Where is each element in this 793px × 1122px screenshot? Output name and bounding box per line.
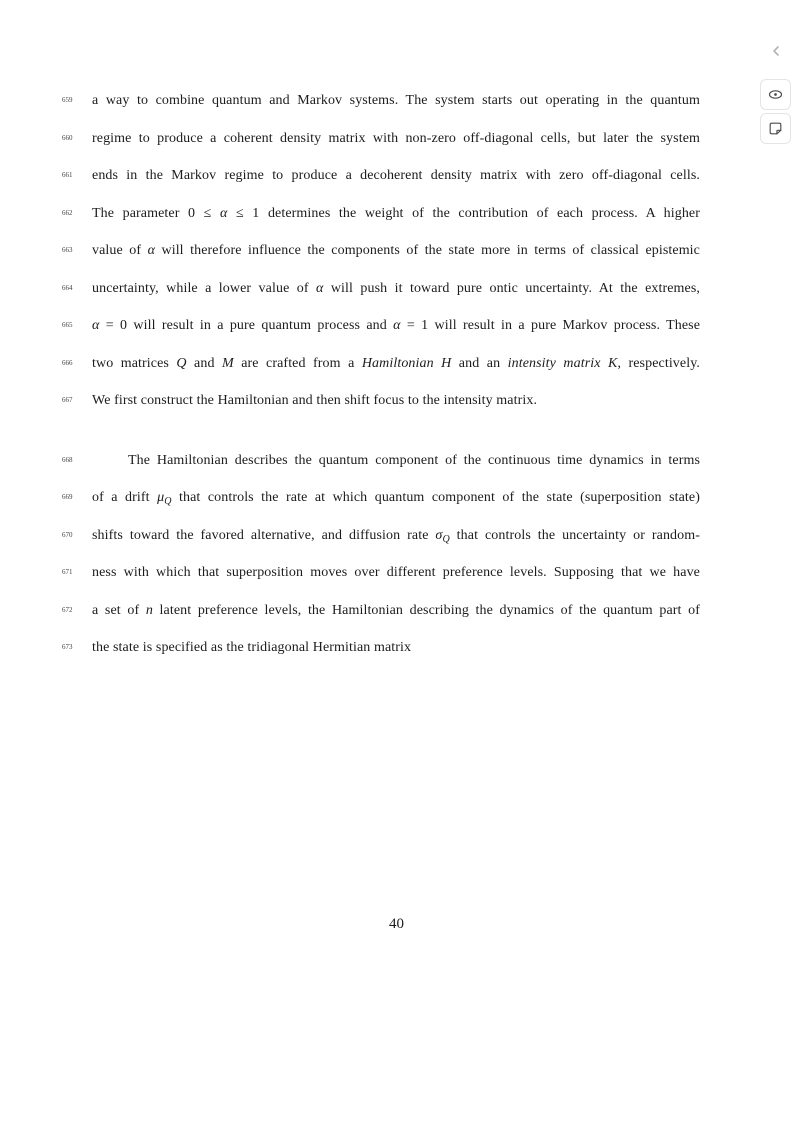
line-number: 660 [62, 133, 73, 142]
line-number: 665 [62, 321, 73, 329]
text-segment: shifts toward the favored alternative, and diffusion rate [92, 527, 436, 543]
chevron-left-icon[interactable] [766, 41, 786, 61]
math-italic: Hamiltonian H [361, 355, 452, 371]
text-segment: latent preference levels, the Hamiltonian describing the dynamics of the quantum part of [152, 602, 700, 618]
text-segment: a way to combine quantum and Markov systems. The system starts out operating in the quantum [92, 93, 700, 108]
text-segment: that controls the uncertainty or random- [449, 527, 700, 543]
paragraph [62, 82, 701, 420]
line-number: 670 [62, 530, 73, 539]
text-line [62, 592, 700, 630]
math-italic: α [92, 318, 100, 333]
text-line [62, 629, 700, 667]
text-segment: are crafted from a [233, 355, 362, 371]
text-line [62, 307, 701, 345]
sticky-note-icon [767, 120, 784, 137]
paragraph [62, 442, 700, 667]
line-number: 667 [62, 396, 73, 404]
text-segment: , respectively. [617, 355, 700, 371]
text-segment: uncertainty, while a lower value of [92, 280, 316, 296]
text-segment: and an [451, 355, 508, 371]
text-segment: The parameter 0 ≤ [92, 205, 220, 221]
line-number: 672 [62, 605, 73, 614]
line-number: 668 [62, 455, 73, 464]
text-line [62, 120, 700, 158]
line-number: 664 [62, 283, 73, 292]
line-number: 671 [62, 568, 73, 576]
text-line [62, 157, 700, 195]
math-italic: intensity matrix K [507, 355, 618, 371]
text-line [62, 195, 700, 233]
math-italic: α [316, 280, 324, 296]
text-line [62, 232, 700, 270]
text-segment: a set of [92, 602, 146, 618]
note-button[interactable] [760, 113, 791, 144]
text-line [62, 517, 700, 555]
math-subscript: Q [442, 533, 450, 545]
math-italic: α [393, 318, 401, 333]
text-line [62, 479, 700, 517]
text-line [62, 554, 700, 592]
text-segment: ness with which that superposition moves over different preference levels. Supposing that we have [92, 565, 700, 580]
text-line [62, 382, 700, 420]
line-number: 663 [62, 246, 73, 254]
text-segment: that controls the rate at which quantum component of the state (superposition state) [171, 490, 700, 505]
math-italic: α [147, 243, 156, 258]
math-italic: M [222, 355, 234, 371]
text-segment: and [186, 355, 223, 371]
text-segment: the state is specified as the tridiagonal Hermitian matrix [92, 640, 412, 655]
text-segment: We first construct the Hamiltonian and then shift focus to the intensity matrix. [92, 393, 538, 408]
line-number: 661 [62, 171, 73, 179]
text-segment: regime to produce a coherent density matrix with non-zero off-diagonal cells, but later the system [92, 130, 700, 146]
page-number: 40 [389, 916, 404, 932]
text-segment: of a drift [92, 490, 158, 505]
text-segment: ≤ 1 determines the weight of the contribution of each process. A higher [227, 205, 700, 221]
eye-icon [767, 86, 784, 103]
math-italic: α [219, 205, 228, 221]
text-segment: value of [92, 243, 148, 258]
line-number: 666 [62, 358, 73, 367]
text-segment: = 1 will result in a pure Markov process. These [400, 318, 701, 333]
text-line [62, 82, 700, 120]
text-segment: The Hamiltonian describes the quantum component of the continuous time dynamics in terms [128, 452, 700, 468]
line-number: 673 [62, 643, 73, 651]
text-line [62, 442, 700, 480]
preview-button[interactable] [760, 79, 791, 110]
math-subscript: Q [164, 496, 172, 507]
math-italic: μ [157, 490, 165, 505]
text-segment: = 0 will result in a pure quantum process and [99, 318, 394, 333]
text-line [62, 345, 700, 383]
line-number: 662 [62, 208, 73, 217]
math-italic: σ [435, 527, 443, 543]
text-segment: will therefore influence the components of the state more in terms of classical epistemic [155, 243, 700, 258]
document-text [62, 82, 701, 667]
math-italic: Q [176, 355, 187, 371]
line-number: 669 [62, 493, 73, 501]
text-line [62, 270, 700, 308]
text-segment: will push it toward pure ontic uncertainty. At the extremes, [323, 280, 700, 296]
line-number: 659 [62, 96, 73, 104]
math-italic: n [145, 602, 153, 618]
text-segment: two matrices [92, 355, 177, 371]
text-segment: ends in the Markov regime to produce a decoherent density matrix with zero off-diagonal cells. [92, 168, 700, 183]
